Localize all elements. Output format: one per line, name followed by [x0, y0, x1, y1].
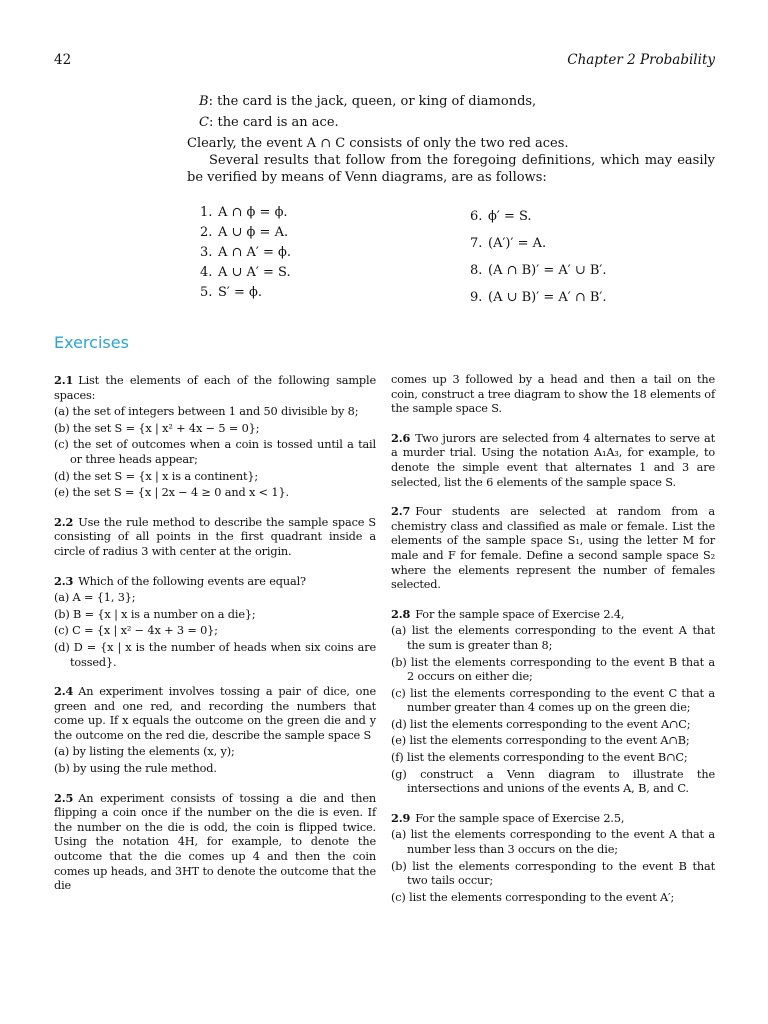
exercise-part: (a) the set of integers between 1 and 50 divisible by 8; [54, 405, 359, 419]
exercise-part: (e) list the elements corresponding to the event A∩B; [391, 734, 690, 748]
exercises-heading: Exercises [54, 333, 129, 352]
result-item: 2. A ∪ ϕ = A. [200, 225, 289, 240]
exercise-part: (d) list the elements corresponding to the event A∩C; [391, 717, 691, 731]
exercise-part: (f) list the elements corresponding to the event B∩C; [391, 751, 688, 765]
event-definition: B: the card is the jack, queen, or king of diamonds, [199, 94, 537, 109]
result-item: 5. S′ = ϕ. [200, 285, 263, 300]
page-number: 42 [54, 52, 72, 68]
exercise-part: (g) construct a Venn diagram to illustrate the intersections and unions of the events A, B, and C. [391, 767, 715, 796]
result-item: 3. A ∩ A′ = ϕ. [200, 245, 292, 260]
exercise-part: (a) by listing the elements (x, y); [54, 745, 235, 759]
exercise-2-9: 2.9 For the sample space of Exercise 2.5, (a) list the elements corresponding to the event A that a number less than 3 occurs on the die; (b) list the elements corresponding to the event B that two tails occur; (c) list the elements corresponding to the event A′; [391, 810, 715, 904]
exercise-2-1: 2.1 List the elements of each of the following sample spaces: (a) the set of integers between 1 and 50 divisible by 8; (b) the set S = {x | x² + 4x − 5 = 0}; (c) the set of outcomes when a coin is tossed until a tail or three heads appear; (d) the set S = {x | x is a continent}; (e) the set S = {x | 2x − 4 ≥ 0 and x < 1}. [54, 373, 376, 500]
running-header-chapter: Chapter 2 Probability [567, 52, 715, 68]
result-item: 7. (A′)′ = A. [470, 236, 547, 251]
exercise-part: (b) list the elements corresponding to the event B that a 2 occurs on either die; [391, 655, 715, 684]
event-definition: C: the card is an ace. [199, 115, 339, 130]
exercise-part: (d) the set S = {x | x is a continent}; [54, 469, 259, 483]
exercises-column-right [391, 373, 715, 919]
result-item: 8. (A ∩ B)′ = A′ ∪ B′. [470, 263, 607, 278]
results-column-left [200, 203, 450, 303]
exercise-2-8: 2.8 For the sample space of Exercise 2.4, (a) list the elements corresponding to the event A that the sum is greater than 8; (b) list the elements corresponding to the event B that a 2 occurs on either die; (c) list the elements corresponding to the event C that a number greater than 4 comes up on the green die; (d) list the elements corresponding to the event A∩C; (e) list the elements corresponding to the event A∩B; (f) list the elements corresponding to the event B∩C; (g) construct a Venn diagram to illustrate the intersections and unions of the events A, B, and C. [391, 606, 715, 796]
intro-paragraph: Several results that follow from the foregoing definitions, which may easily be verified by means of Venn diagrams, are as follows: [187, 153, 715, 185]
exercise-part: (b) the set S = {x | x² + 4x − 5 = 0}; [54, 421, 260, 435]
intro-paragraph: Clearly, the event A ∩ C consists of only the two red aces. [187, 136, 569, 151]
exercise-2-3: 2.3 Which of the following events are equal? (a) A = {1, 3}; (b) B = {x | x is a number on a die}; (c) C = {x | x² − 4x + 3 = 0}; (d) D = {x | x is the number of heads when six coins are tossed}. [54, 573, 376, 669]
exercise-part: (a) list the elements corresponding to the event A that a number less than 3 occurs on the die; [391, 828, 715, 857]
exercise-part: (c) list the elements corresponding to the event C that a number greater than 4 comes up on the green die; [391, 686, 715, 715]
intro-section [187, 93, 715, 186]
results-column-right [470, 203, 670, 311]
exercise-part: (d) D = {x | x is the number of heads when six coins are tossed}. [54, 640, 376, 669]
exercise-2-5-continued: comes up 3 followed by a head and then a tail on the coin, construct a tree diagram to show the 18 elements of the sample space S. [391, 373, 715, 416]
exercise-part: (b) by using the rule method. [54, 762, 217, 776]
exercise-part: (e) the set S = {x | 2x − 4 ≥ 0 and x < 1}. [54, 486, 289, 500]
exercise-2-4: 2.4 An experiment involves tossing a pair of dice, one green and one red, and recording the numbers that come up. If x equals the outcome on the green die and y the outcome on the red die, describe the sample space S (a) by listing the elements (x, y); (b) by using the rule method. [54, 684, 376, 776]
exercise-part: (a) list the elements corresponding to the event A that the sum is greater than 8; [391, 624, 715, 652]
exercise-part: (c) list the elements corresponding to the event A′; [391, 890, 675, 904]
exercise-2-7: 2.7 Four students are selected at random from a chemistry class and classified as male or female. List the elements of the sample space S₁, using the letter M for male and F for female. Define a second sample space S₂ where the elements represent the number of females selected. [391, 504, 715, 592]
result-item: 1. A ∩ ϕ = ϕ. [200, 205, 288, 220]
exercise-part: (c) the set of outcomes when a coin is tossed until a tail or three heads appear; [54, 438, 376, 466]
result-item: 4. A ∪ A′ = S. [200, 265, 291, 280]
exercise-2-6: 2.6 Two jurors are selected from 4 alternates to serve at a murder trial. Using the notation A₁A₃, for example, to denote the simple event that alternates 1 and 3 are selected, list the 6 elements of the sample space S. [391, 430, 715, 489]
exercise-part: (c) C = {x | x² − 4x + 3 = 0}; [54, 624, 218, 638]
exercise-part: (a) A = {1, 3}; [54, 591, 136, 605]
exercise-part: (b) B = {x | x is a number on a die}; [54, 607, 256, 621]
exercise-2-2: 2.2 Use the rule method to describe the sample space S consisting of all points in the first quadrant inside a circle of radius 3 with center at the origin. [54, 514, 376, 558]
exercise-part: (b) list the elements corresponding to the event B that two tails occur; [391, 859, 715, 888]
exercise-2-5: 2.5 An experiment consists of tossing a die and then flipping a coin once if the number on the die is even. If the number on the die is odd, the coin is flipped twice. Using the notation 4H, for example, to denote the outcome that the die comes up 4 and then the coin comes up heads, and 3HT to denote the outcome that the die [54, 790, 376, 893]
exercises-column-left [54, 373, 376, 908]
result-item: 6. ϕ′ = S. [470, 209, 532, 224]
result-item: 9. (A ∪ B)′ = A′ ∩ B′. [470, 290, 607, 305]
